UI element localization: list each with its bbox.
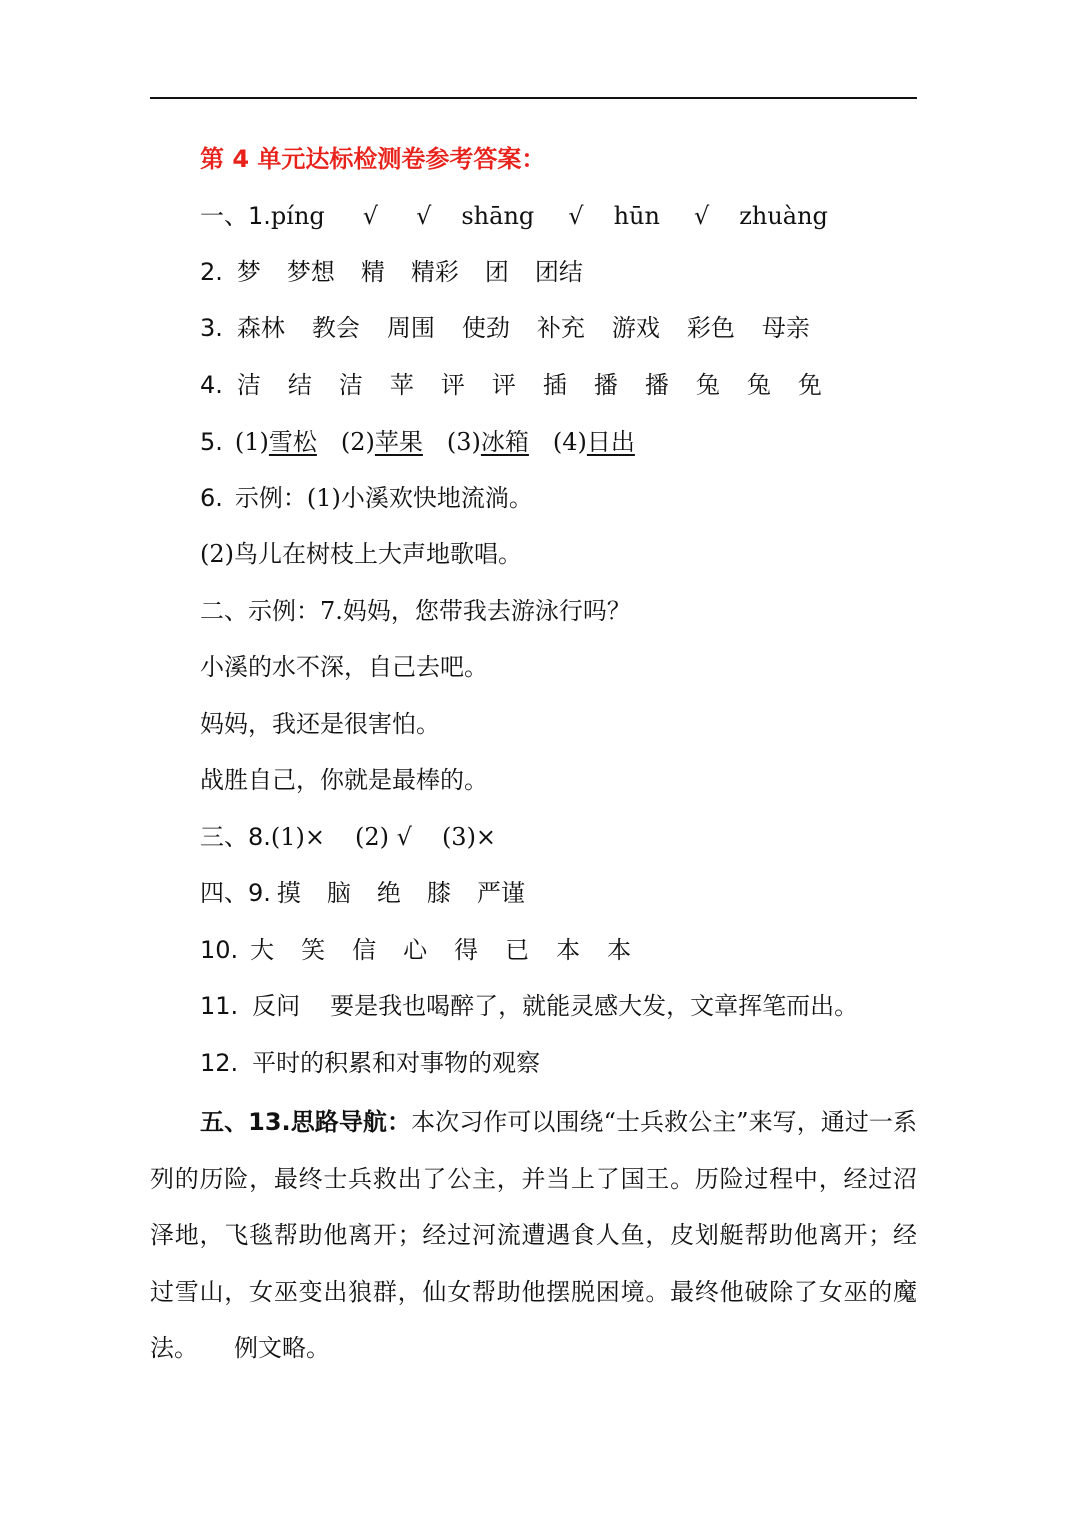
q3-item: 补充 bbox=[536, 314, 585, 342]
answer-q8 bbox=[200, 821, 496, 853]
q9-item: 绝 bbox=[376, 879, 401, 907]
q5-label: (1) bbox=[234, 428, 269, 456]
q5-number: 5. bbox=[200, 428, 223, 456]
answer-q1 bbox=[200, 200, 828, 232]
q3-item: 森林 bbox=[236, 314, 285, 342]
q3-item: 教会 bbox=[311, 314, 360, 342]
q1-item: hūn bbox=[613, 202, 660, 230]
q2-item: 梦想 bbox=[286, 258, 335, 286]
q9-item: 严谨 bbox=[476, 879, 525, 907]
q10-item: 信 bbox=[352, 936, 377, 964]
q8-item: (1)× bbox=[270, 823, 326, 851]
q10-item: 心 bbox=[403, 936, 428, 964]
q5-label: (2) bbox=[340, 428, 375, 456]
q3-item: 周围 bbox=[386, 314, 435, 342]
answer-q7-line4: 战胜自己，你就是最棒的。 bbox=[200, 766, 488, 794]
page-title: 第 4 单元达标检测卷参考答案： bbox=[200, 145, 546, 173]
q7-prefix: 二、 bbox=[200, 597, 248, 625]
q1-item: zhuàng bbox=[739, 202, 828, 230]
q3-item: 母亲 bbox=[761, 314, 810, 342]
answer-q10 bbox=[200, 934, 631, 966]
q1-item: píng bbox=[270, 202, 325, 230]
q5-answer: 雪松 bbox=[268, 428, 317, 456]
q4-item: 洁 bbox=[338, 371, 363, 399]
q4-item: 插 bbox=[542, 371, 567, 399]
q4-item: 苹 bbox=[389, 371, 414, 399]
q5-answer: 苹果 bbox=[374, 428, 423, 456]
answer-q7 bbox=[200, 595, 631, 627]
q8-item: (2) √ bbox=[355, 823, 412, 851]
answer-q11 bbox=[200, 990, 858, 1022]
answer-q9 bbox=[200, 877, 525, 909]
q9-prefix: 四、9. bbox=[200, 879, 271, 907]
q4-item: 播 bbox=[644, 371, 669, 399]
q2-number: 2. bbox=[200, 258, 223, 286]
q10-item: 笑 bbox=[301, 936, 326, 964]
answer-q2 bbox=[200, 256, 583, 288]
q9-item: 脑 bbox=[326, 879, 351, 907]
q3-item: 彩色 bbox=[686, 314, 735, 342]
q4-item: 评 bbox=[491, 371, 516, 399]
q4-item: 评 bbox=[440, 371, 465, 399]
q6-number: 6. bbox=[200, 484, 223, 512]
q12-number: 12. bbox=[200, 1049, 239, 1077]
answer-q7-line2: 小溪的水不深，自己去吧。 bbox=[200, 653, 488, 681]
q4-item: 免 bbox=[797, 371, 822, 399]
answer-q5 bbox=[200, 426, 635, 458]
answer-q6 bbox=[200, 482, 533, 514]
q1-item: shāng bbox=[461, 202, 535, 230]
q4-item: 播 bbox=[593, 371, 618, 399]
q5-answer: 冰箱 bbox=[480, 428, 529, 456]
q3-item: 使劲 bbox=[461, 314, 510, 342]
q11-part1: 反问 bbox=[252, 992, 301, 1020]
q4-item: 洁 bbox=[236, 371, 261, 399]
q2-item: 团结 bbox=[534, 258, 583, 286]
q5-label: (3) bbox=[446, 428, 481, 456]
q3-item: 游戏 bbox=[611, 314, 660, 342]
q4-number: 4. bbox=[200, 371, 223, 399]
q12-text: 平时的积累和对事物的观察 bbox=[252, 1049, 541, 1077]
q1-prefix: 一、1. bbox=[200, 202, 271, 230]
q8-prefix: 三、8. bbox=[200, 823, 271, 851]
q4-item: 结 bbox=[287, 371, 312, 399]
q2-item: 团 bbox=[484, 258, 509, 286]
header-rule bbox=[150, 97, 917, 99]
q9-item: 摸 bbox=[276, 879, 301, 907]
q10-item: 本 bbox=[556, 936, 581, 964]
q8-item: (3)× bbox=[441, 823, 497, 851]
q2-item: 梦 bbox=[236, 258, 261, 286]
q3-number: 3. bbox=[200, 314, 223, 342]
q4-item: 兔 bbox=[746, 371, 771, 399]
q13-text: 本次习作可以围绕“士兵救公主”来写，通过一系列的历险，最终士兵救出了公主，并当上了国王。历险过程中，经过沼泽地，飞毯帮助他离开；经过河流遭遇食人鱼，皮划艇帮助他离开；经过雪山，女巫变出狼群，仙女帮助他摆脱困境。最终他破除了女巫的魔法。 bbox=[150, 1108, 918, 1362]
q5-label: (4) bbox=[552, 428, 587, 456]
q11-number: 11. bbox=[200, 992, 239, 1020]
q2-item: 精彩 bbox=[410, 258, 459, 286]
q6-line: 示例：(1)小溪欢快地流淌。 bbox=[234, 484, 533, 512]
q10-item: 本 bbox=[607, 936, 632, 964]
q5-answer: 日出 bbox=[586, 428, 635, 456]
q9-item: 膝 bbox=[426, 879, 451, 907]
q10-item: 得 bbox=[454, 936, 479, 964]
answer-q12 bbox=[200, 1047, 540, 1079]
q11-part2: 要是我也喝醉了，就能灵感大发，文章挥笔而出。 bbox=[330, 992, 859, 1020]
q4-item: 兔 bbox=[695, 371, 720, 399]
q1-item: √ bbox=[362, 202, 379, 230]
q2-item: 精 bbox=[360, 258, 385, 286]
answer-q4 bbox=[200, 369, 822, 401]
q1-item: √ bbox=[416, 202, 432, 230]
q7-line: 示例：7.妈妈，您带我去游泳行吗？ bbox=[248, 597, 631, 625]
q10-item: 大 bbox=[250, 936, 275, 964]
answer-q3 bbox=[200, 312, 810, 344]
q10-item: 已 bbox=[505, 936, 530, 964]
q1-item: √ bbox=[568, 202, 584, 230]
answer-q7-line3: 妈妈，我还是很害怕。 bbox=[200, 710, 440, 738]
answer-q6-line2: (2)鸟儿在树枝上大声地歌唱。 bbox=[200, 540, 522, 568]
q10-number: 10. bbox=[200, 936, 239, 964]
q13-prefix: 五、13.思路导航： bbox=[200, 1108, 412, 1136]
q13-tail: 例文略。 bbox=[234, 1334, 330, 1362]
q1-item: √ bbox=[693, 202, 710, 230]
answer-q13-paragraph bbox=[150, 1094, 917, 1377]
